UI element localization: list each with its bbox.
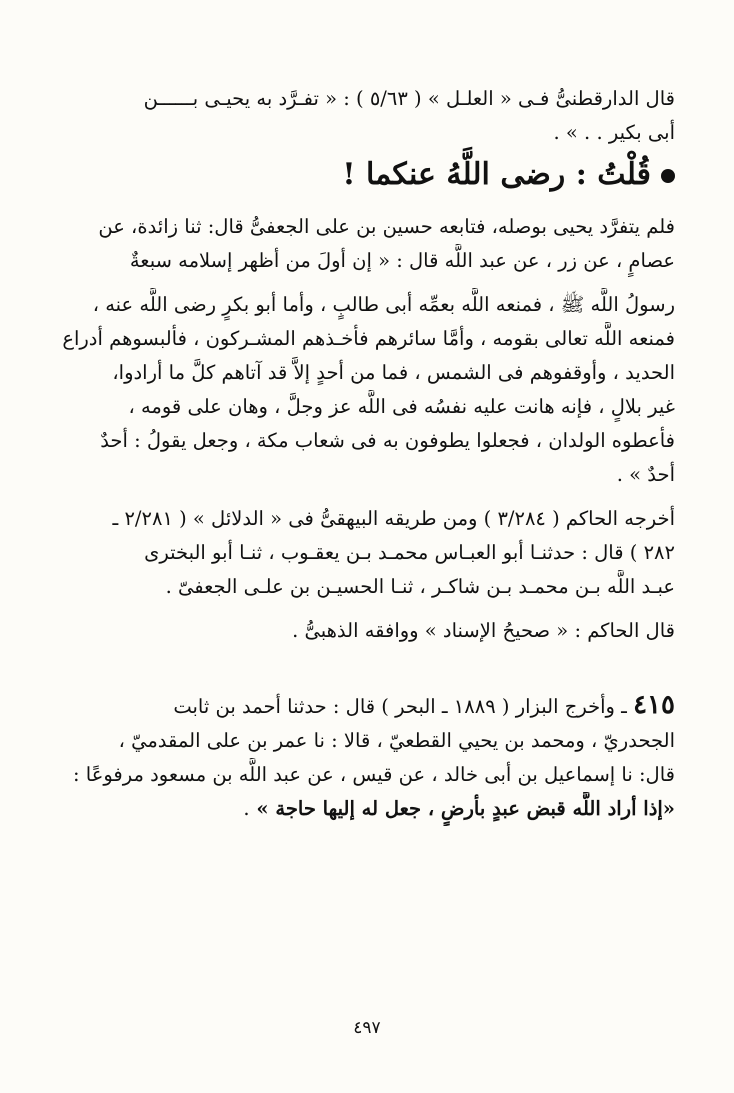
text-line: رسولُ اللَّه ﷺ ، فمنعه اللَّه بعمِّه أبى طالبٍ ، وأما أبو بكرٍ رضى اللَّه عنه ، xyxy=(92,293,675,316)
text-line: قال الحاكم : « صحيحُ الإسناد » ووافقه الذهبىُّ . xyxy=(292,619,675,642)
text-line: عصامٍ ، عن زر ، عن عبد اللَّه قال : « إن أولَ من أظهر إسلامه سبعةٌ xyxy=(129,249,675,272)
section-heading xyxy=(60,150,675,200)
text-line: أحدٌ » . xyxy=(616,463,675,486)
text-line: عبـد اللَّه بـن محمـد بـن شاكـر ، ثنـا الحسيـن بن علـى الجعفىّ . xyxy=(165,575,675,598)
text-line: ٢٨٢ ) قال : حدثنـا أبو العبـاس محمـد بـن يعقـوب ، ثنـا أبو البخترى xyxy=(144,541,675,564)
text-line: فأعطوه الولدان ، فجعلوا يطوفون به فى شعاب مكة ، وجعل يقولُ : أحدٌ xyxy=(100,429,675,452)
hadith-first-line xyxy=(60,688,675,724)
text-line: فلم يتفرَّد يحيى بوصله، فتابعه حسين بن على الجعفىُّ قال: ثنا زائدة، عن xyxy=(98,215,675,238)
page-number: ٤٩٧ xyxy=(353,1018,381,1038)
text-line: غير بلالٍ ، فإنه هانت عليه نفسُه فى اللَّه عز وجلَّ ، وهان على قومه ، xyxy=(128,395,675,418)
text-line: الجحدريّ ، ومحمد بن يحيي القطعيّ ، قالا : نا عمر بن على المقدميّ ، xyxy=(118,729,675,752)
text-line: أخرجه الحاكم ( ٣/٢٨٤ ) ومن طريقه البيهقىُّ فى « الدلائل » ( ٢/٢٨١ ـ xyxy=(112,507,675,530)
text-line: قال: نا إسماعيل بن أبى خالد ، عن قيس ، عن عبد اللَّه بن مسعود مرفوعًا : xyxy=(72,763,675,786)
text-line: الحديد ، وأوقفوهم فى الشمس ، فما من أحدٍ إلاَّ قد آتاهم كلَّ ما أرادوا، xyxy=(112,361,675,384)
heading-text: قُلْتُ : رضى اللَّهُ عنكما ! xyxy=(342,157,651,192)
text-line: أبى بكير . . » . xyxy=(553,121,675,144)
hadith-number: ٤١٥ xyxy=(633,690,675,720)
bullet-icon xyxy=(661,169,675,183)
hadith-quote-end: . xyxy=(243,797,250,820)
page-body xyxy=(60,82,675,826)
hadith-quote-line xyxy=(60,792,675,826)
hadith-text: ـ وأخرج البزار ( ١٨٨٩ ـ البحر ) قال : حدثنا أحمد بن ثابت xyxy=(173,695,634,718)
text-line: فمنعه اللَّه تعالى بقومه ، وأمَّا سائرهم فأخـذهم المشـركون ، فألبسوهم أدراع xyxy=(62,327,675,350)
hadith-quote: «إذا أراد اللَّه قبض عبدٍ بأرضٍ ، جعل له إليها حاجة » xyxy=(249,797,675,820)
text-line: قال الدارقطنىُّ فـى « العلـل » ( ٥/٦٣ ) : « تفـرَّد به يحيـى بــــــن xyxy=(143,87,675,110)
